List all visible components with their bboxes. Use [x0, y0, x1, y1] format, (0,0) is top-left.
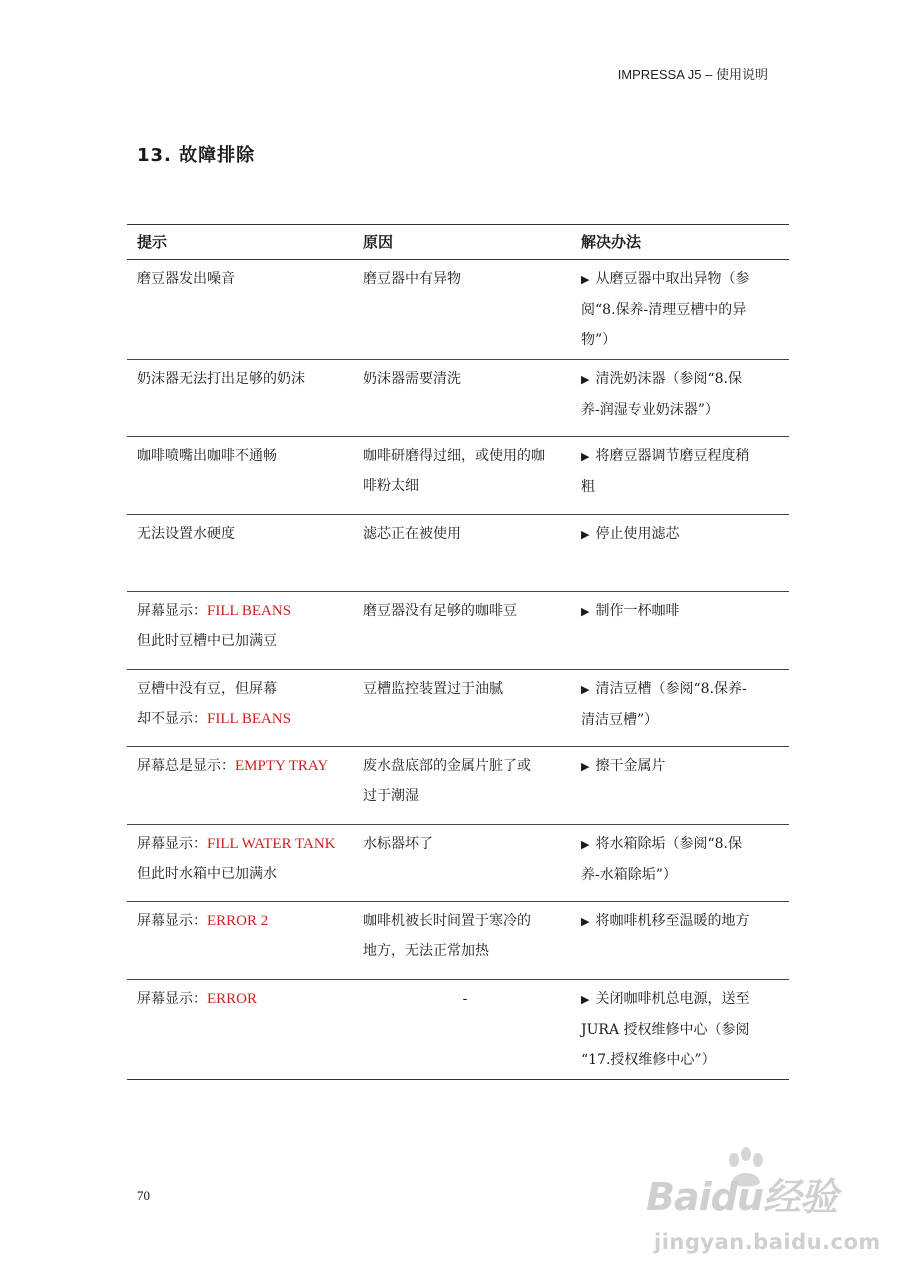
table-row — [127, 592, 789, 670]
prompt-cell: 屏幕总是显示：EMPTY TRAY — [137, 758, 329, 774]
triangle-right-icon: ▶ — [581, 373, 590, 386]
section-title: 13. 故障排除 — [137, 145, 256, 166]
header-product: IMPRESSA J5 — [617, 67, 702, 82]
watermark-logo: Baidu经验 — [646, 1175, 837, 1219]
prompt-cell: 磨豆器发出噪音 — [137, 271, 235, 287]
table-row — [127, 980, 789, 1080]
table-row — [127, 825, 789, 902]
triangle-right-icon: ▶ — [581, 915, 590, 928]
solution-cell: ▶ 清洁豆槽（参阅“8.保养- 清洁豆槽”） — [581, 681, 747, 728]
cause-cell: 豆槽监控装置过于油腻 — [363, 681, 503, 697]
cause-cell: 咖啡研磨得过细，或使用的咖 啡粉太细 — [363, 448, 545, 494]
cause-cell: 废水盘底部的金属片脏了或 过于潮湿 — [363, 758, 531, 804]
triangle-right-icon: ▶ — [581, 683, 590, 696]
triangle-right-icon: ▶ — [581, 273, 590, 286]
triangle-right-icon: ▶ — [581, 605, 590, 618]
table-row — [127, 515, 789, 592]
cause-cell: 咖啡机被长时间置于寒冷的 地方，无法正常加热 — [363, 913, 531, 959]
display-message: ERROR — [207, 991, 258, 1007]
baidu-watermark — [646, 1146, 886, 1274]
column-header-solution: 解决办法 — [581, 233, 642, 251]
triangle-right-icon: ▶ — [581, 838, 590, 851]
solution-cell: ▶ 擦干金属片 — [581, 758, 666, 774]
table-row — [127, 902, 789, 980]
display-message: EMPTY TRAY — [235, 758, 329, 774]
solution-cell: ▶ 将磨豆器调节磨豆程度稍 粗 — [581, 448, 750, 495]
solution-cell: ▶ 关闭咖啡机总电源，送至 JURA 授权维修中心（参阅 “17.授权维修中心”） — [581, 991, 750, 1068]
page-number: 70 — [137, 1188, 150, 1203]
watermark-url: jingyan.baidu.com — [654, 1230, 881, 1254]
solution-cell: ▶ 制作一杯咖啡 — [581, 603, 680, 619]
triangle-right-icon: ▶ — [581, 528, 590, 541]
solution-cell: ▶ 将水箱除垢（参阅“8.保 养-水箱除垢”） — [581, 836, 742, 883]
prompt-cell: 咖啡喷嘴出咖啡不通畅 — [137, 448, 277, 464]
cause-cell: - — [462, 991, 468, 1007]
table-row — [127, 670, 789, 747]
cause-cell: 奶沫器需要清洗 — [363, 371, 461, 387]
troubleshooting-table — [127, 224, 789, 1080]
cause-cell: 水标器坏了 — [363, 836, 433, 852]
running-header — [618, 64, 768, 83]
prompt-cell: 豆槽中没有豆，但屏幕 却不显示：FILL BEANS — [137, 681, 292, 727]
column-header-prompt: 提示 — [137, 233, 168, 251]
solution-cell: ▶ 从磨豆器中取出异物（参 阅“8.保养-清理豆槽中的异 物”） — [581, 271, 750, 348]
header-doc: 使用说明 — [715, 67, 768, 82]
triangle-right-icon: ▶ — [581, 760, 590, 773]
solution-cell: ▶ 清洗奶沫器（参阅“8.保 养-润湿专业奶沫器”） — [581, 371, 742, 418]
table-row — [127, 260, 789, 360]
prompt-cell: 屏幕显示：ERROR — [137, 991, 258, 1007]
display-message: ERROR 2 — [207, 913, 269, 929]
triangle-right-icon: ▶ — [581, 993, 590, 1006]
triangle-right-icon: ▶ — [581, 450, 590, 463]
cause-cell: 磨豆器没有足够的咖啡豆 — [363, 603, 517, 619]
table-row — [127, 747, 789, 825]
prompt-cell: 奶沫器无法打出足够的奶沫 — [137, 371, 305, 387]
cause-cell: 磨豆器中有异物 — [363, 271, 461, 287]
solution-cell: ▶ 将咖啡机移至温暖的地方 — [581, 913, 750, 929]
prompt-cell: 屏幕显示：FILL BEANS 但此时豆槽中已加满豆 — [137, 603, 292, 649]
display-message: FILL BEANS — [207, 711, 292, 727]
display-message: FILL BEANS — [207, 603, 292, 619]
table-row — [127, 360, 789, 437]
table-row — [127, 437, 789, 515]
header-dash: – — [705, 67, 713, 82]
table-header-row — [127, 225, 789, 260]
prompt-cell: 无法设置水硬度 — [137, 526, 235, 542]
solution-cell: ▶ 停止使用滤芯 — [581, 526, 680, 542]
prompt-cell: 屏幕显示：FILL WATER TANK 但此时水箱中已加满水 — [137, 836, 336, 882]
display-message: FILL WATER TANK — [207, 836, 336, 852]
column-header-cause: 原因 — [363, 233, 394, 251]
cause-cell: 滤芯正在被使用 — [363, 526, 461, 542]
prompt-cell: 屏幕显示：ERROR 2 — [137, 913, 269, 929]
